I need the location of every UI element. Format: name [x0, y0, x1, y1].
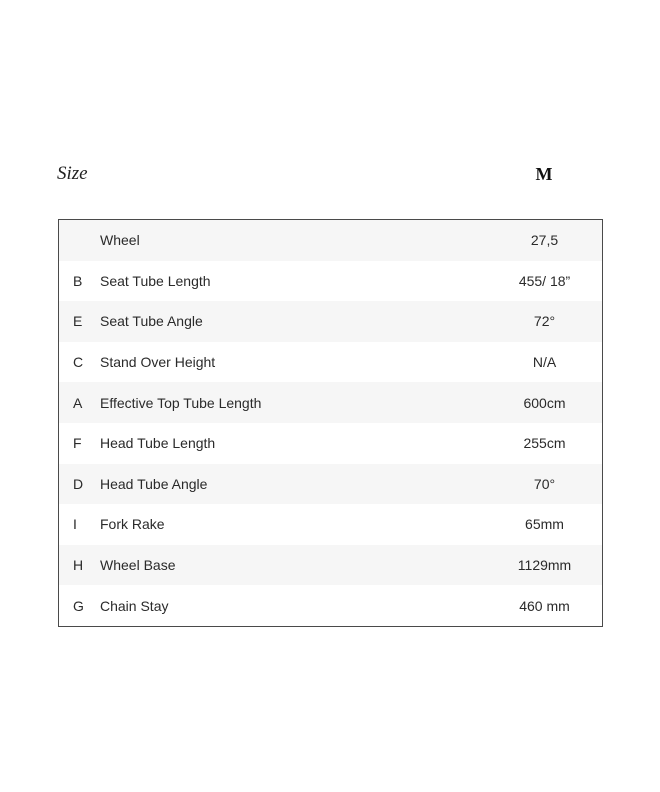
size-label: Size	[57, 163, 88, 184]
row-name: Fork Rake	[100, 516, 165, 533]
table-row	[59, 464, 602, 505]
row-value: 27,5	[530, 232, 559, 249]
table-row	[59, 342, 602, 383]
row-name: Head Tube Angle	[100, 475, 208, 492]
row-value: 455/ 18”	[518, 272, 571, 289]
row-value: 65mm	[525, 516, 564, 533]
row-code: H	[73, 557, 84, 574]
row-code: D	[73, 475, 84, 492]
row-value: 72°	[533, 313, 556, 330]
row-code: A	[73, 394, 83, 411]
size-value: M	[535, 164, 553, 184]
table-row	[59, 545, 602, 586]
table-row	[59, 423, 602, 464]
size-header	[57, 163, 604, 193]
row-code: B	[73, 272, 83, 289]
row-code: G	[73, 597, 84, 614]
table-row	[59, 382, 602, 423]
row-name: Stand Over Height	[100, 354, 216, 371]
row-name: Head Tube Length	[100, 435, 216, 452]
row-value: 255cm	[523, 435, 566, 452]
row-value: 1129mm	[517, 557, 572, 574]
row-value: 460 mm	[519, 597, 570, 614]
row-name: Effective Top Tube Length	[100, 394, 262, 411]
table-row	[59, 301, 602, 342]
row-code: C	[73, 354, 84, 371]
row-value: 600cm	[523, 394, 566, 411]
row-value: N/A	[532, 354, 557, 371]
row-name: Seat Tube Length	[100, 272, 211, 289]
table-row	[59, 504, 602, 545]
row-code: E	[73, 313, 83, 330]
row-code: I	[73, 516, 77, 533]
row-code: F	[73, 435, 82, 452]
row-name: Chain Stay	[100, 597, 169, 614]
row-value: 70°	[533, 475, 556, 492]
row-name: Seat Tube Angle	[100, 313, 203, 330]
table-row	[59, 220, 602, 261]
table-row	[59, 261, 602, 302]
row-name: Wheel	[100, 232, 140, 249]
table-row	[59, 585, 602, 626]
row-name: Wheel Base	[100, 557, 176, 574]
geometry-table	[58, 219, 603, 627]
